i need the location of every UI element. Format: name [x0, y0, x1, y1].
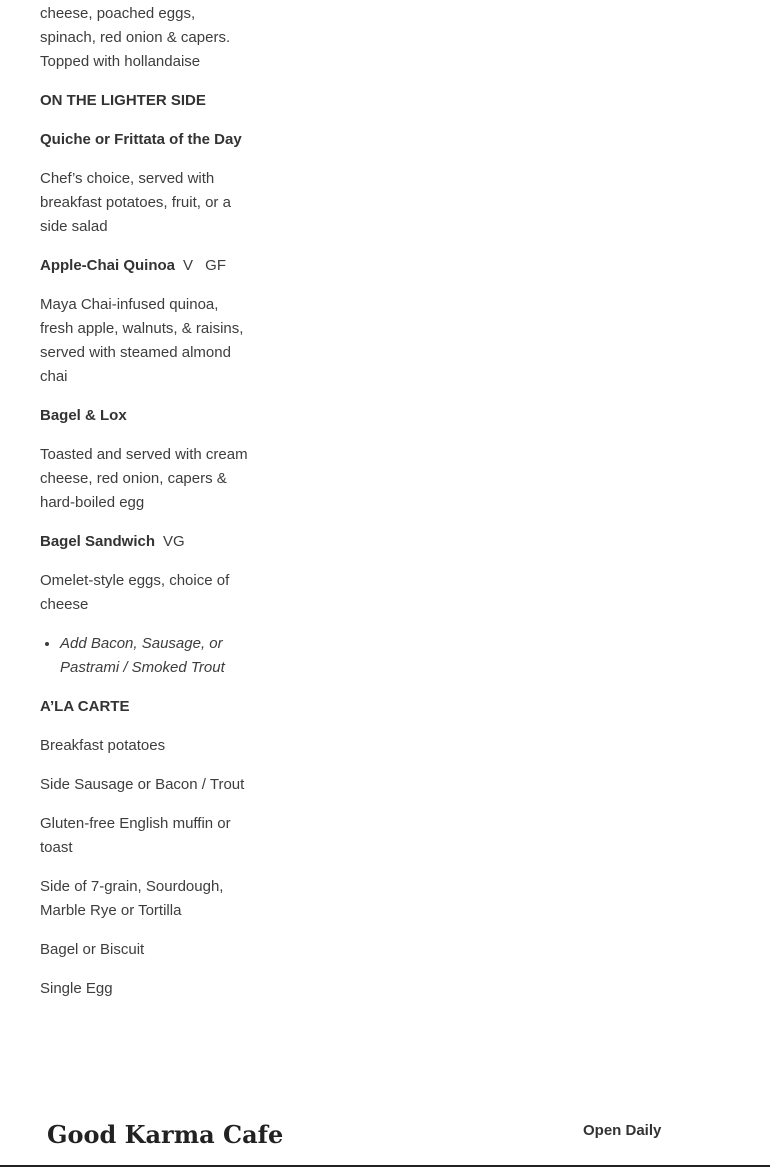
addon-list: [40, 632, 252, 680]
dietary-tags: V GF: [183, 257, 227, 274]
menu-item-description: Chef’s choice, served with breakfast potatoes, fruit, or a side salad: [40, 170, 231, 235]
alacarte-item: Gluten-free English muffin or toast: [40, 815, 231, 856]
brand-name-link[interactable]: Good Karma Cafe: [47, 1120, 284, 1149]
alacarte-item: Breakfast potatoes: [40, 737, 166, 754]
alacarte-item: Bagel or Biscuit: [40, 941, 145, 958]
site-footer: [0, 1100, 770, 1167]
menu-item-title: [40, 404, 252, 428]
menu-column: [40, 0, 252, 1016]
trout-description: cheese, poached eggs, spinach, red onion & capers. Topped with hollandaise: [40, 5, 231, 70]
alacarte-item: Side Sausage or Bacon / Trout: [40, 776, 245, 793]
menu-item-title: [40, 128, 252, 152]
item-title-text: Apple-Chai Quinoa: [40, 257, 175, 274]
menu-item-description: Omelet-style eggs, choice of cheese: [40, 572, 230, 613]
alacarte-item: Side of 7-grain, Sourdough, Marble Rye or Tortilla: [40, 878, 224, 919]
hours-heading: Open Daily: [583, 1122, 662, 1139]
alacarte-item: Single Egg: [40, 980, 113, 997]
item-title-text: Bagel Sandwich: [40, 533, 156, 550]
menu-item-description: Toasted and served with cream cheese, red onion, capers & hard-boiled egg: [40, 446, 248, 511]
addon-item: • Add Bacon, Sausage, or Pastrami / Smoked Trout: [60, 632, 252, 680]
item-title-text: Bagel & Lox: [40, 407, 127, 424]
menu-item-description: Maya Chai-infused quinoa, fresh apple, walnuts, & raisins, served with steamed almond chai: [40, 296, 244, 385]
section-heading-lighter-side: ON THE LIGHTER SIDE: [40, 92, 206, 109]
menu-item-title: [40, 530, 252, 554]
menu-item-title: [40, 254, 252, 278]
dietary-tags: VG: [163, 533, 185, 550]
item-title-text: Quiche or Frittata of the Day: [40, 131, 242, 148]
section-heading-alacarte: A’LA CARTE: [40, 698, 130, 715]
